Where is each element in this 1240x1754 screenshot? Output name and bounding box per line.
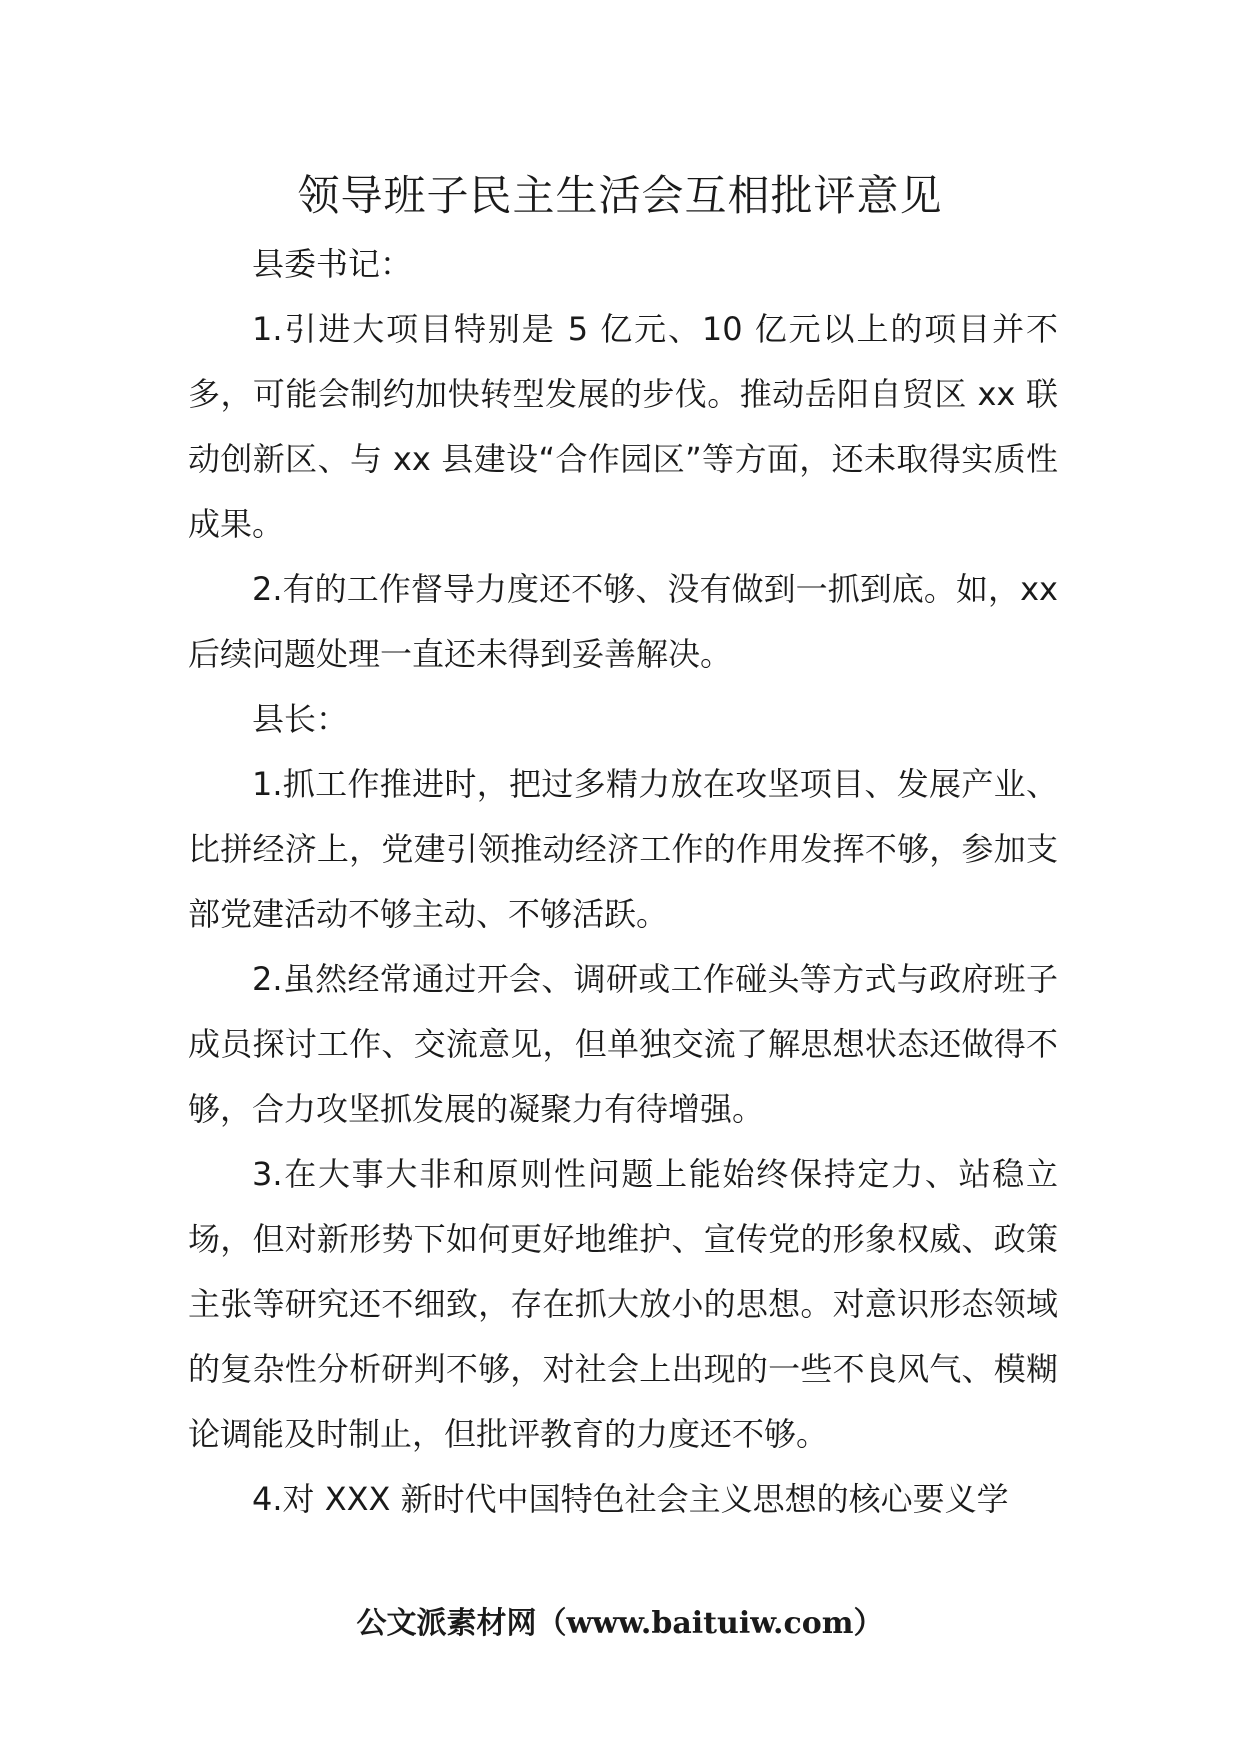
paragraph: 1.引进大项目特别是 5 亿元、10 亿元以上的项目并不多，可能会制约加快转型发展的步伐。推动岳阳自贸区 xx 联动创新区、与 xx 县建设“合作园区”等方面，还未取得实质性成果。 (188, 310, 1058, 543)
document-body (188, 232, 1058, 1532)
section-heading-county-secretary: 县委书记： (252, 245, 413, 283)
paragraph: 2.虽然经常通过开会、调研或工作碰头等方式与政府班子成员探讨工作、交流意见，但单独交流了解思想状态还做得不够，合力攻坚抓发展的凝聚力有待增强。 (188, 960, 1058, 1128)
section-heading-county-head: 县长： (252, 700, 349, 738)
paragraph: 1.抓工作推进时，把过多精力放在攻坚项目、发展产业、比拼经济上，党建引领推动经济工作的作用发挥不够，参加支部党建活动不够主动、不够活跃。 (188, 765, 1058, 933)
footer-source: 公文派素材网（www.baituiw.com） (356, 1606, 884, 1641)
paragraph: 4.对 XXX 新时代中国特色社会主义思想的核心要义学 (252, 1480, 1009, 1518)
document-title: 领导班子民主生活会互相批评意见 (297, 171, 943, 220)
paragraph: 2.有的工作督导力度还不够、没有做到一抓到底。如，xx 后续问题处理一直还未得到妥善解决。 (188, 570, 1058, 673)
paragraph: 3.在大事大非和原则性问题上能始终保持定力、站稳立场，但对新形势下如何更好地维护、宣传党的形象权威、政策主张等研究还不细致，存在抓大放小的思想。对意识形态领域的复杂性分析研判不够，对社会上出现的一些不良风气、模糊论调能及时制止，但批评教育的力度还不够。 (188, 1155, 1058, 1453)
